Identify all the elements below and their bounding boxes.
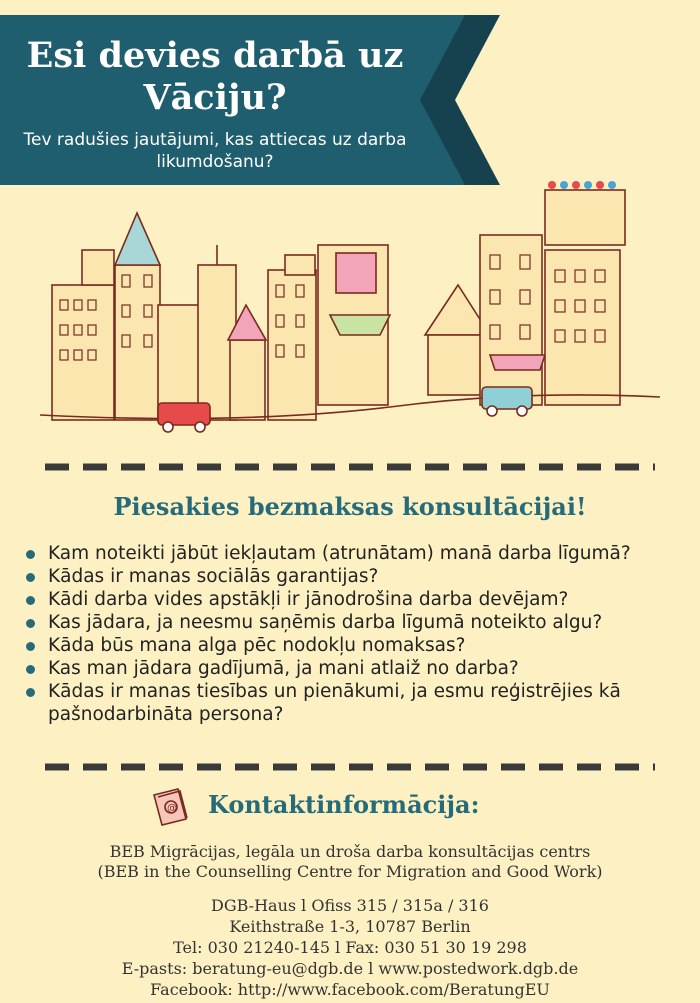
- question-text-continued: pašnodarbināta persona?: [48, 703, 284, 725]
- bullet-icon: [26, 619, 35, 628]
- list-item: [22, 566, 692, 589]
- phone-line: Tel: 030 21240-145 l Fax: 030 51 30 19 298: [173, 938, 527, 957]
- question-text: Kāda būs mana alga pēc nodokļu nomaksas?: [48, 635, 466, 656]
- dashed-divider-bottom: [45, 762, 655, 772]
- org-name-en: (BEB in the Counselling Centre for Migration and Good Work): [97, 862, 603, 881]
- svg-text:@: @: [167, 803, 177, 814]
- list-item: [22, 681, 692, 726]
- org-block: [0, 842, 700, 882]
- question-text: Kas man jādara gadījumā, ja mani atlaiž no darba?: [48, 658, 519, 679]
- facebook-line[interactable]: Facebook: http://www.facebook.com/BeratungEU: [150, 980, 550, 999]
- question-text: Kādas ir manas sociālās garantijas?: [48, 566, 379, 587]
- banner-title-line1: Esi devies darbā uz: [26, 35, 404, 76]
- banner-title-line2: Vāciju?: [143, 77, 287, 118]
- address-line2: Keithstraße 1-3, 10787 Berlin: [229, 917, 471, 936]
- bullet-icon: [26, 573, 35, 582]
- list-item: [22, 635, 692, 658]
- list-item: [22, 658, 692, 681]
- questions-list: [22, 543, 692, 727]
- email-line[interactable]: E-pasts: beratung-eu@dgb.de l www.postedwork.dgb.de: [121, 959, 579, 978]
- list-item: [22, 589, 692, 612]
- bullet-icon: [26, 688, 35, 697]
- question-text: Kādi darba vides apstākļi ir jānodrošina darba devējam?: [48, 589, 569, 610]
- banner-subtitle: [0, 129, 430, 173]
- address-line1: DGB-Haus l Ofiss 315 / 315a / 316: [211, 896, 489, 915]
- question-text: Kas jādara, ja neesmu saņēmis darba līgumā noteikto algu?: [48, 612, 603, 633]
- contact-book-icon: [150, 785, 192, 827]
- header-banner: [0, 15, 500, 185]
- contact-heading: Kontaktinformācija:: [208, 790, 480, 819]
- city-illustration: [40, 175, 660, 445]
- banner-subtitle-line1: Tev radušies jautājumi, kas attiecas uz darba: [23, 130, 407, 150]
- bullet-icon: [26, 642, 35, 651]
- bullet-icon: [26, 665, 35, 674]
- banner-subtitle-line2: likumdošanu?: [156, 152, 274, 172]
- bullet-icon: [26, 596, 35, 605]
- consultation-heading: Piesakies bezmaksas konsultācijai!: [113, 492, 587, 521]
- bullet-icon: [26, 550, 35, 559]
- address-block: [0, 895, 700, 1000]
- list-item: [22, 612, 692, 635]
- question-text: Kādas ir manas tiesības un pienākumi, ja esmu reģistrējies kā: [48, 681, 621, 702]
- list-item: [22, 543, 692, 566]
- question-text: Kam noteikti jābūt iekļautam (atrunātam) manā darba līgumā?: [48, 543, 631, 564]
- dashed-divider-top: [45, 462, 655, 472]
- org-name-lv: BEB Migrācijas, legāla un droša darba konsultācijas centrs: [109, 842, 591, 861]
- banner-title: [0, 35, 430, 119]
